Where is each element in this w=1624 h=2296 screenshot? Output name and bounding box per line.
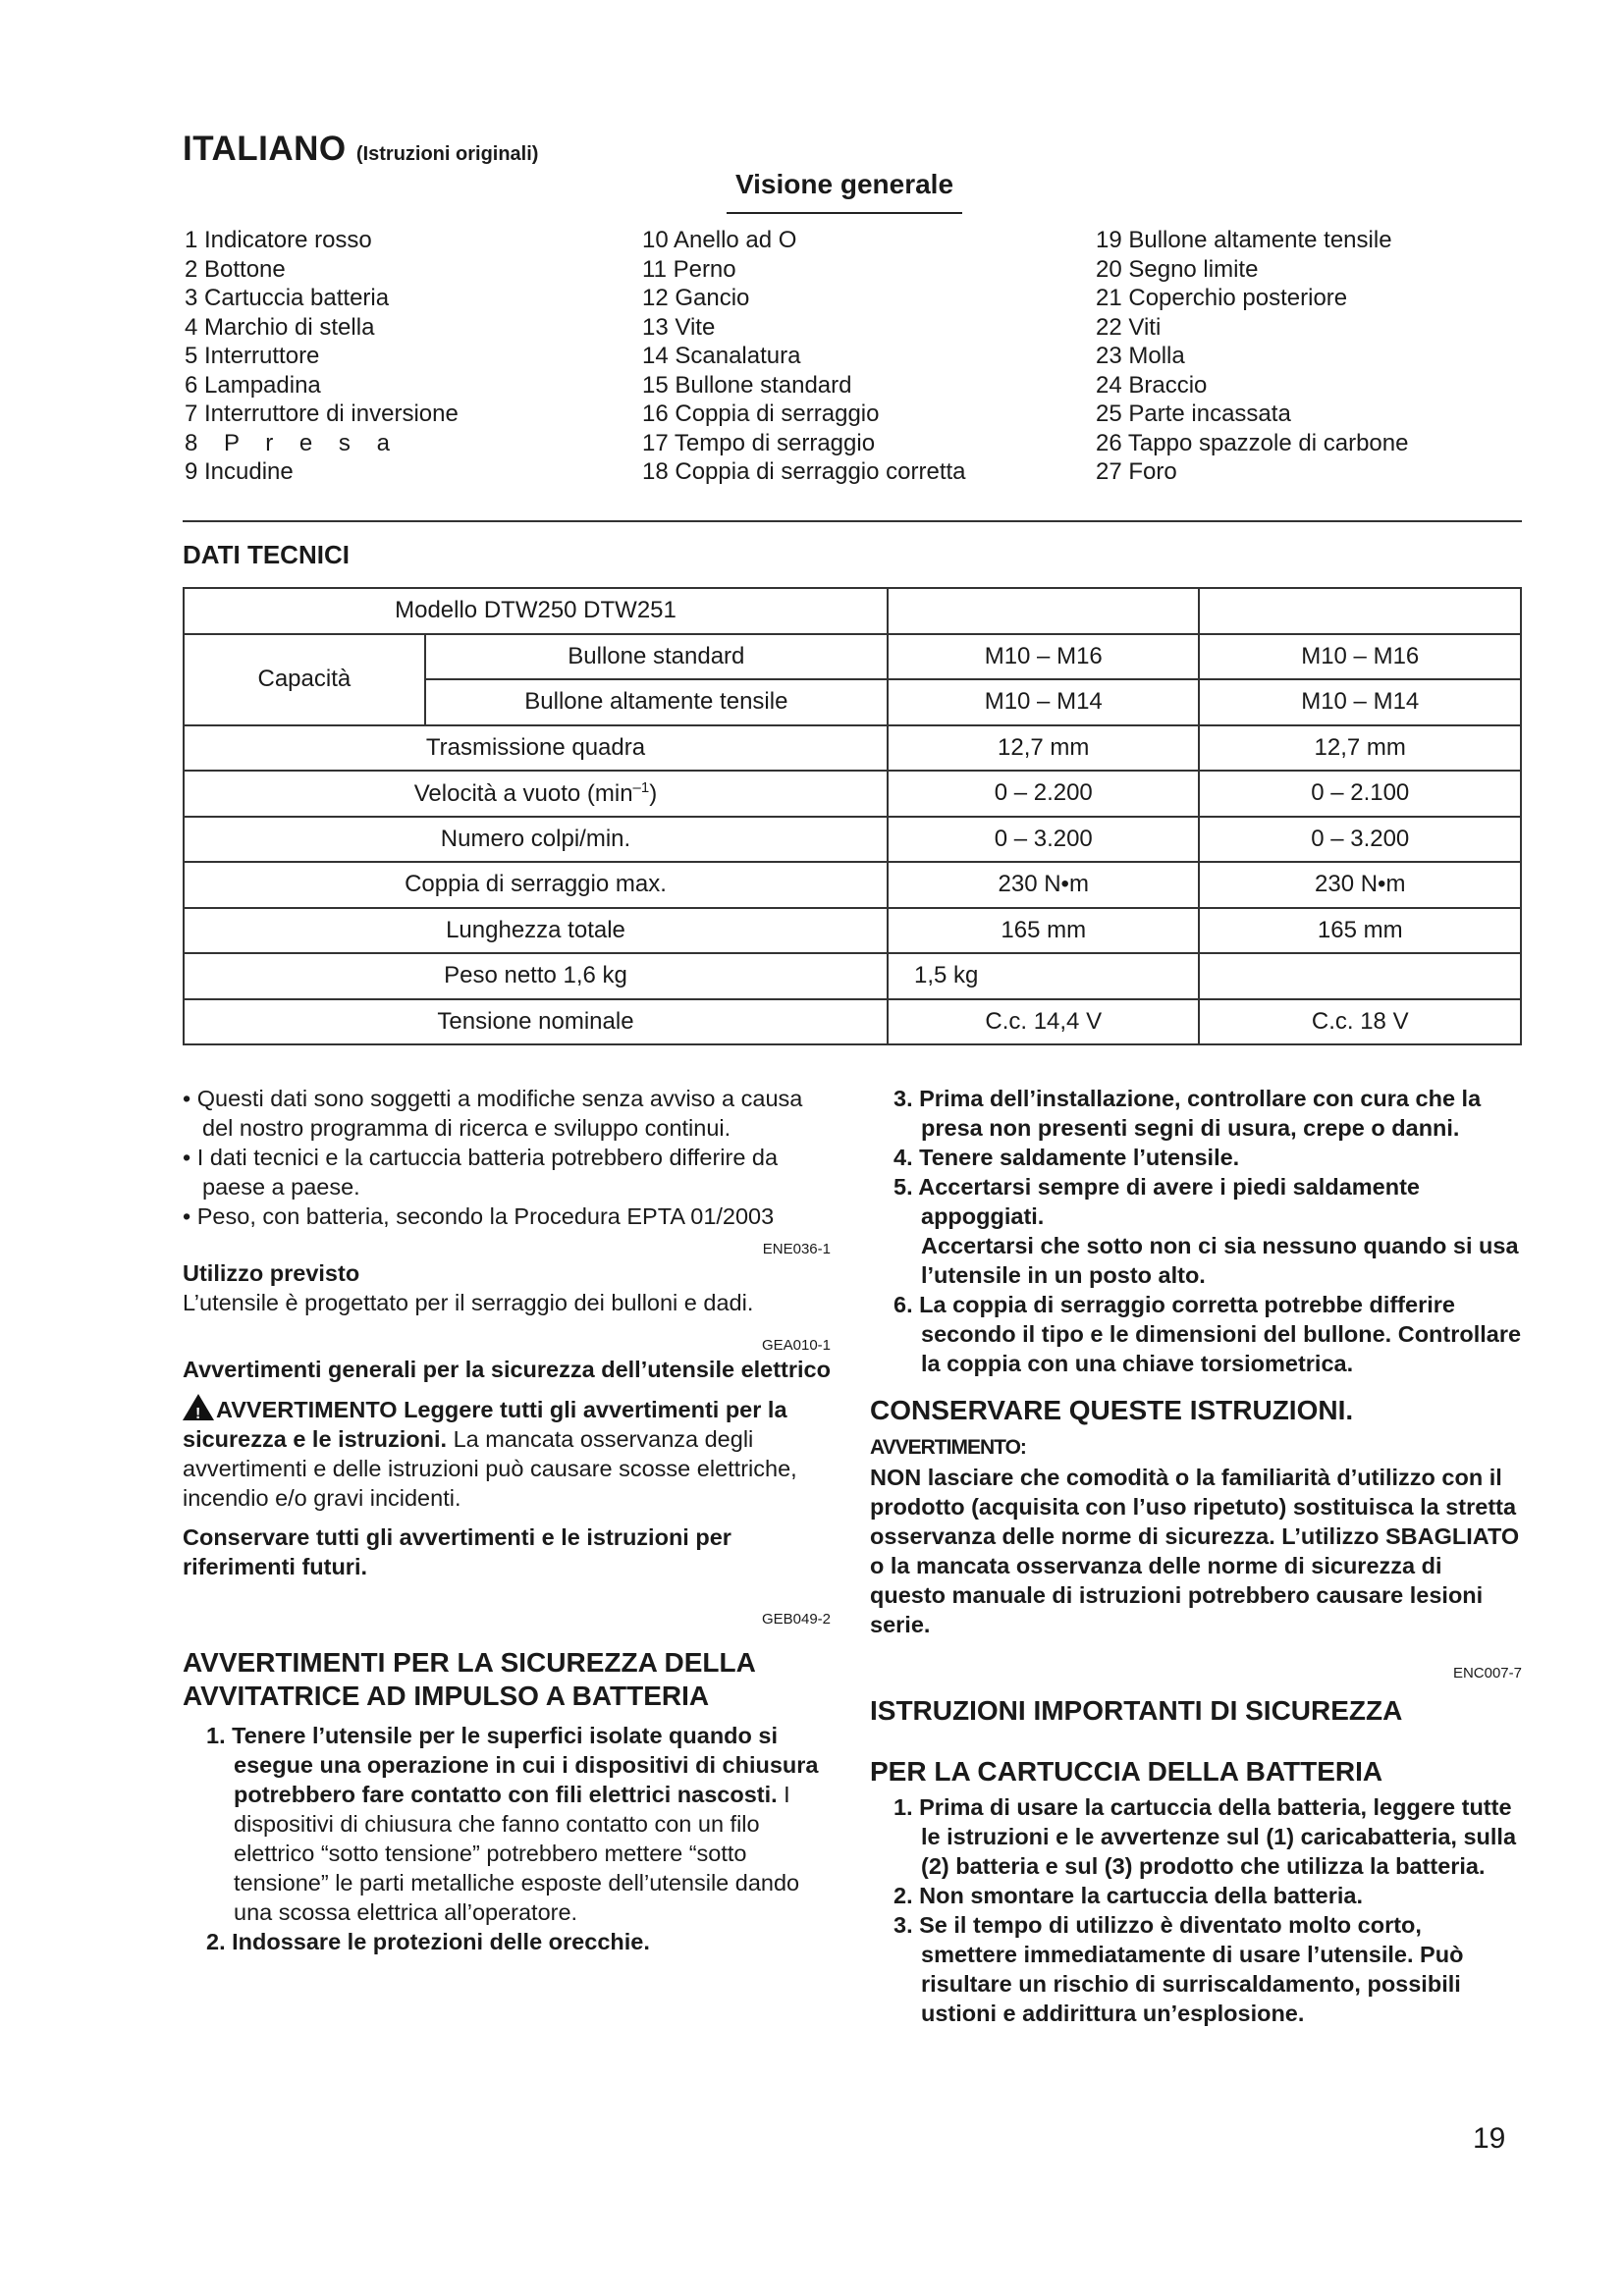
table-row [184, 771, 1521, 817]
item1-text: I dispositivi di chiusura che fanno contatto con un filo elettrico “sotto tensione” potrebbero mettere “sotto tensione” le parti metalliche esposte dell’utensile dando una scossa elettrica all’operatore. [234, 1782, 800, 1925]
table-row [184, 634, 1521, 680]
part-item: 26 Tappo spazzole di carbone [1096, 429, 1409, 456]
safety-item: 6. La coppia di serraggio corretta potrebbe differire secondo il tipo e le dimensioni del bullone. Controllare la coppia con una chiave torsiometrica. [893, 1292, 1522, 1376]
table-cell: M10 – M14 [1199, 679, 1521, 725]
table-row [184, 953, 1521, 999]
part-item: 2 Bottone [185, 255, 286, 283]
part-item: 19 Bullone altamente tensile [1096, 227, 1392, 253]
table-row [184, 862, 1521, 908]
part-item: 18 Coppia di serraggio corretta [642, 458, 966, 485]
table-cell: C.c. 18 V [1199, 999, 1521, 1045]
row-label: Tensione nominale [184, 999, 888, 1045]
doc-code: GEB049-2 [761, 1611, 831, 1628]
part-item: 24 Braccio [1096, 371, 1208, 399]
right-column [870, 1084, 1522, 2028]
spec-note: • Questi dati sono soggetti a modifiche senza avviso a causa del nostro programma di ricerca e sviluppo continui. [183, 1086, 803, 1141]
part-item: 21 Coperchio posteriore [1096, 285, 1348, 311]
part-item: 13 Vite [642, 313, 716, 341]
part-item: 4 Marchio di stella [185, 313, 375, 341]
table-cell: 230 N•m [1199, 862, 1521, 908]
doc-code: ENE036-1 [762, 1241, 831, 1257]
table-cell: 0 – 3.200 [888, 817, 1200, 863]
table-row [184, 908, 1521, 954]
battery-title-1: ISTRUZIONI IMPORTANTI DI SICUREZZA [870, 1695, 1403, 1726]
specs-title: DATI TECNICI [183, 540, 350, 569]
part-item: 16 Coppia di serraggio [642, 400, 880, 427]
general-warnings-title: Avvertimenti generali per la sicurezza dell’utensile elettrico [183, 1357, 831, 1382]
part-item: 1 Indicatore rosso [185, 227, 372, 253]
overview-underline [727, 212, 962, 214]
table-cell [1199, 953, 1521, 999]
language-title: ITALIANO [183, 130, 347, 168]
table-cell [888, 588, 1200, 634]
row-label: Bullone altamente tensile [425, 679, 888, 725]
spec-note: • Peso, con batteria, secondo la Procedura EPTA 01/2003 [183, 1203, 775, 1229]
item1-bold: 1. Tenere l’utensile per le superfici isolate quando si esegue una operazione in cui i dispositivi di chiusura potrebbero fare contatto con fili elettrici nascosti. [206, 1723, 819, 1807]
safety-item: 3. Prima dell’installazione, controllare con cura che la presa non presenti segni di usura, crepe o danni. [893, 1086, 1482, 1141]
table-cell: 165 mm [888, 908, 1200, 954]
safety-item-continued: Accertarsi che sotto non ci sia nessuno quando si usa l’utensile in un posto alto. [921, 1233, 1519, 1288]
warning-bold: AVVERTIMENTO Leggere tutti gli avvertimenti per la sicurezza e le istruzioni. [183, 1397, 787, 1452]
row-label: Lunghezza totale [184, 908, 888, 954]
table-cell: 12,7 mm [888, 725, 1200, 772]
table-cell: 230 N•m [888, 862, 1200, 908]
part-item: 3 Cartuccia batteria [185, 285, 390, 311]
model-header: Modello DTW250 DTW251 [184, 588, 888, 634]
table-row [184, 588, 1521, 634]
part-item: 23 Molla [1096, 343, 1185, 369]
impact-safety-title: AVVERTIMENTI PER LA SICUREZZA DELLA AVVITATRICE AD IMPULSO A BATTERIA [183, 1647, 755, 1711]
intended-use-text: L’utensile è progettato per il serraggio dei bulloni e dadi. [183, 1290, 754, 1315]
section-divider [183, 520, 1522, 522]
table-cell: 165 mm [1199, 908, 1521, 954]
warning-label: AVVERTIMENTO: [870, 1436, 1026, 1459]
parts-list-col3 [1096, 226, 1408, 487]
specs-table [183, 587, 1522, 1045]
table-cell: M10 – M14 [888, 679, 1200, 725]
table-row [184, 999, 1521, 1045]
part-item: 14 Scanalatura [642, 343, 801, 369]
page-number: 19 [1473, 2122, 1506, 2155]
row-label: Coppia di serraggio max. [184, 862, 888, 908]
part-item: 22 Viti [1096, 313, 1162, 341]
speed-label: Velocità a vuoto (min [413, 779, 633, 807]
left-column [183, 1084, 831, 1956]
row-label: Numero colpi/min. [184, 817, 888, 863]
language-note: (Istruzioni originali) [355, 143, 539, 165]
safety-item: 4. Tenere saldamente l’utensile. [893, 1145, 1240, 1170]
safety-item [183, 1721, 831, 1927]
part-item: 20 Segno limite [1096, 255, 1259, 283]
warning-text: NON lasciare che comodità o la familiarità d’utilizzo con il prodotto (acquisita con l’uso ripetuto) sostituisca la stretta osservanza delle norme di sicurezza. L’utilizzo SBAGLIATO o la mancata osservanza delle norme di sicurezza di questo manuale di istruzioni potrebbero causare lesioni serie. [870, 1465, 1520, 1637]
intended-use-title: Utilizzo previsto [183, 1260, 360, 1286]
part-item: 7 Interruttore di inversione [185, 400, 459, 427]
part-item: 5 Interruttore [185, 343, 320, 369]
keep-instructions: Conservare tutti gli avvertimenti e le istruzioni per riferimenti futuri. [183, 1524, 731, 1579]
battery-title-2: PER LA CARTUCCIA DELLA BATTERIA [870, 1756, 1383, 1787]
parts-list-col2 [642, 226, 966, 487]
part-item: 17 Tempo di serraggio [642, 429, 876, 456]
row-label: Bullone standard [425, 634, 888, 680]
part-item: 15 Bullone standard [642, 371, 852, 399]
table-row [184, 725, 1521, 772]
overview-title: Visione generale [734, 169, 954, 199]
table-cell: 1,5 kg [888, 953, 1200, 999]
table-cell [1199, 588, 1521, 634]
table-cell: C.c. 14,4 V [888, 999, 1200, 1045]
spec-note: • I dati tecnici e la cartuccia batteria potrebbero differire da paese a paese. [183, 1145, 779, 1200]
part-item: 6 Lampadina [185, 371, 321, 399]
doc-code: ENC007-7 [1452, 1665, 1522, 1682]
row-label: Trasmissione quadra [184, 725, 888, 772]
part-item: 10 Anello ad O [642, 227, 797, 253]
part-item: 12 Gancio [642, 285, 750, 311]
save-instructions-title: CONSERVARE QUESTE ISTRUZIONI. [870, 1395, 1354, 1425]
warning-text: La mancata osservanza degli avvertimenti e delle istruzioni può causare scosse elettriche, incendio e/o gravi incidenti. [183, 1426, 797, 1511]
speed-close: ) [649, 779, 658, 807]
battery-item: 1. Prima di usare la cartuccia della batteria, leggere tutte le istruzioni e le avvertenze sul (1) caricabatteria, sulla (2) batteria e sul (3) prodotto che utilizza la batteria. [893, 1794, 1517, 1879]
part-item: 9 Incudine [185, 458, 294, 485]
row-label [184, 771, 888, 817]
warning-paragraph [183, 1394, 831, 1513]
table-cell: 12,7 mm [1199, 725, 1521, 772]
row-label: Peso netto 1,6 kg [184, 953, 888, 999]
part-item: 11 Perno [642, 255, 736, 283]
speed-exponent: –1 [632, 778, 650, 796]
doc-code: GEA010-1 [761, 1337, 831, 1354]
safety-item: 5. Accertarsi sempre di avere i piedi saldamente appoggiati. [893, 1174, 1420, 1229]
table-cell: 0 – 2.100 [1199, 771, 1521, 817]
table-cell: M10 – M16 [1199, 634, 1521, 680]
table-cell: 0 – 2.200 [888, 771, 1200, 817]
warning-icon [183, 1394, 214, 1420]
part-item: 27 Foro [1096, 458, 1177, 485]
part-item: 8 P r e s a [185, 429, 400, 456]
table-cell: M10 – M16 [888, 634, 1200, 680]
table-row [184, 817, 1521, 863]
part-item: 25 Parte incassata [1096, 400, 1291, 427]
battery-item: 2. Non smontare la cartuccia della batteria. [893, 1883, 1364, 1908]
capacity-label: Capacità [184, 634, 425, 725]
language-heading [183, 130, 538, 169]
battery-item: 3. Se il tempo di utilizzo è diventato molto corto, smettere immediatamente di usare l’utensile. Può risultare un rischio di surriscaldamento, possibili ustioni e addirittura un’esplosione. [893, 1912, 1464, 2026]
parts-list-col1 [185, 226, 459, 487]
safety-item: 2. Indossare le protezioni delle orecchie. [206, 1929, 650, 1954]
table-cell: 0 – 3.200 [1199, 817, 1521, 863]
